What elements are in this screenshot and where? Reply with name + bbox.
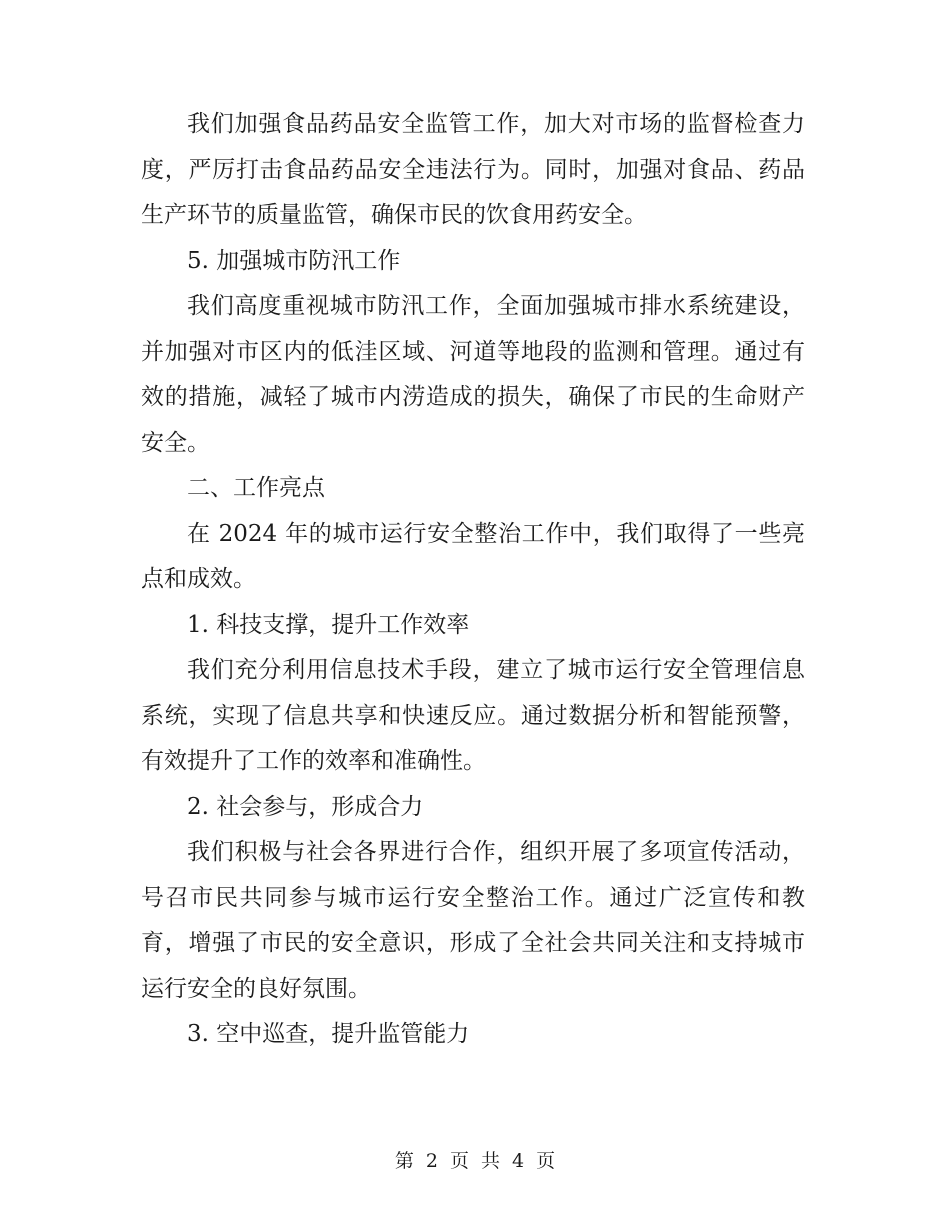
heading-social-participation: 2. 社会参与，形成合力	[187, 793, 424, 820]
paragraph-tech-support: 我们充分利用信息技术手段，建立了城市运行安全管理信息系统，实现了信息共享和快速反应。通过数据分析和智能预警，有效提升了工作的效率和准确性。	[141, 657, 805, 774]
page-number-footer: 第 2 页 共 4 页	[394, 1150, 556, 1172]
heading-aerial-patrol: 3. 空中巡查，提升监管能力	[187, 1021, 470, 1047]
paragraph-highlights-intro: 在 2024 年的城市运行安全整治工作中，我们取得了一些亮点和成效。	[141, 520, 805, 592]
heading-tech-support: 1. 科技支撑，提升工作效率	[187, 611, 470, 638]
heading-flood-control: 5. 加强城市防汛工作	[187, 247, 401, 274]
paragraph-flood-control: 我们高度重视城市防汛工作，全面加强城市排水系统建设，并加强对市区内的低洼区域、河道等地段的监测和管理。通过有效的措施，减轻了城市内涝造成的损失，确保了市民的生命财产安全。	[141, 293, 805, 456]
paragraph-social-participation: 我们积极与社会各界进行合作，组织开展了多项宣传活动，号召市民共同参与城市运行安全整治工作。通过广泛宣传和教育，增强了市民的安全意识，形成了全社会共同关注和支持城市运行安全的良好氛围。	[141, 839, 805, 1002]
heading-work-highlights: 二、工作亮点	[187, 475, 325, 501]
document-body	[141, 102, 805, 1058]
paragraph-food-drug-safety: 我们加强食品药品安全监管工作，加大对市场的监督检查力度，严厉打击食品药品安全违法行为。同时，加强对食品、药品生产环节的质量监管，确保市民的饮食用药安全。	[141, 111, 805, 228]
